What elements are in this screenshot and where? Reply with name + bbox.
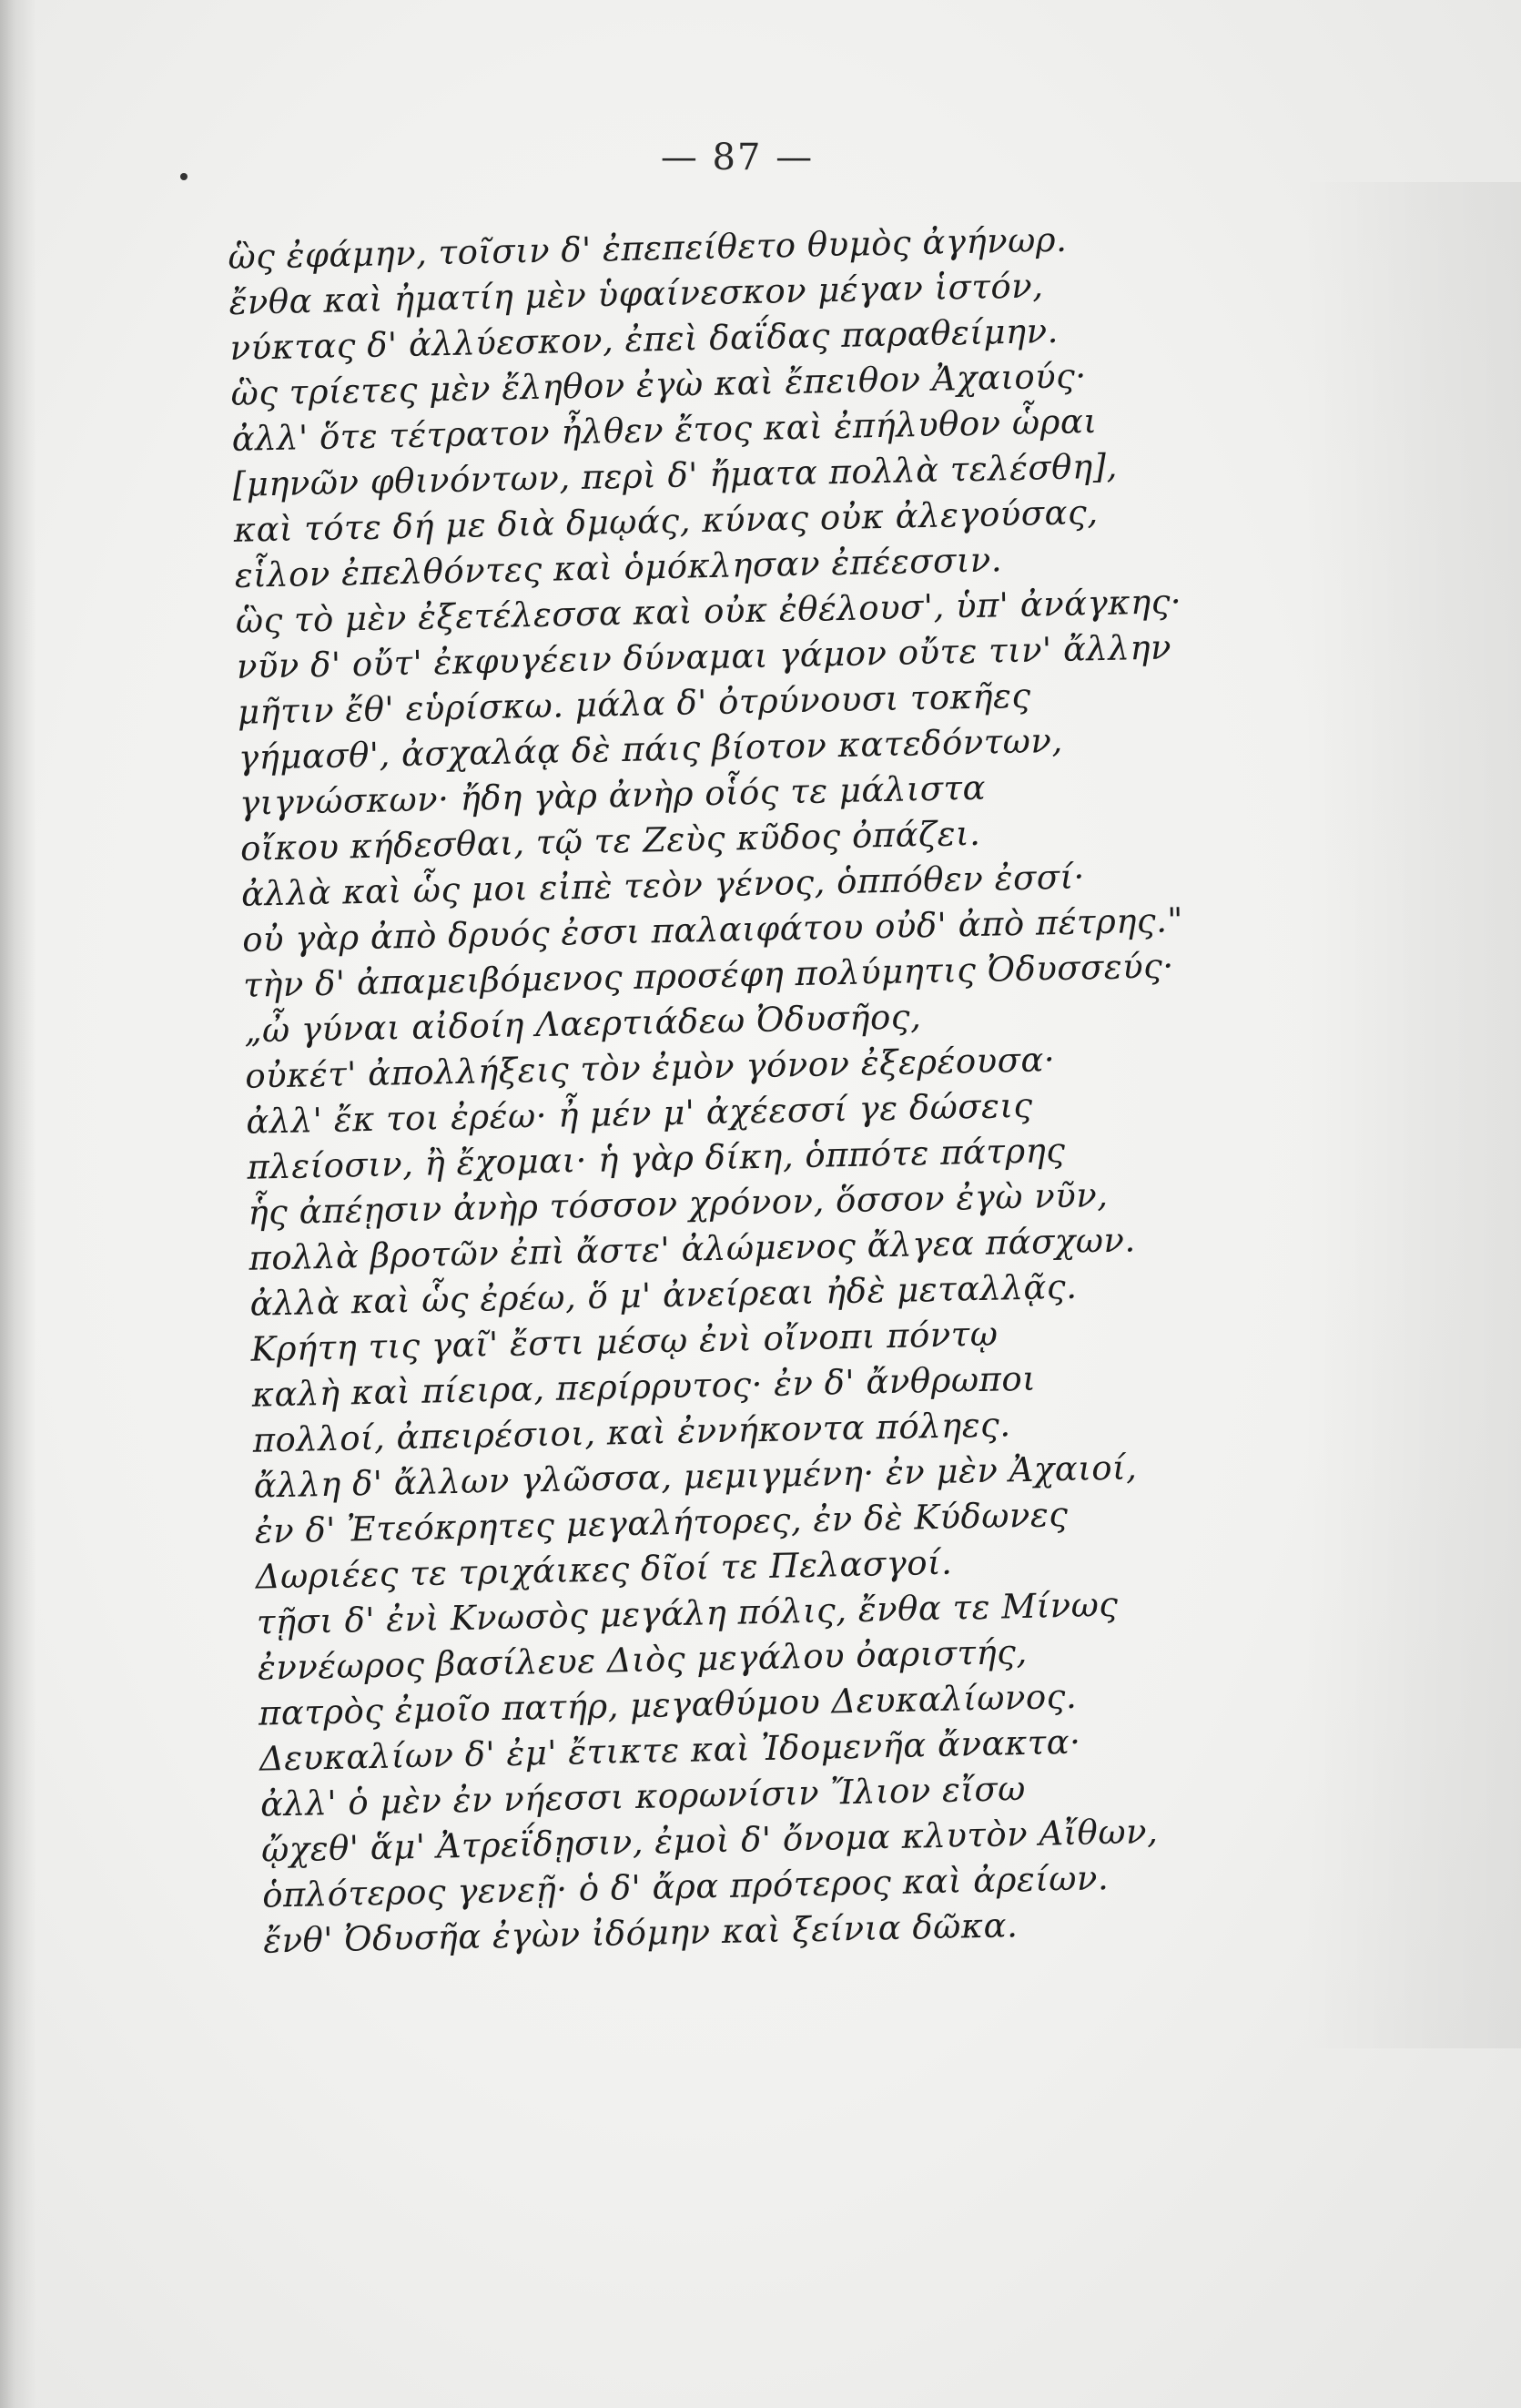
verse-line: τὴν δ' ἀπαμειβόμενος προσέφη πολύμητις Ὀδυσσεύς·: [242, 946, 1175, 1005]
verse-line: πλείοσιν, ἢ ἔχομαι· ἡ γὰρ δίκη, ὁππότε πάτρης: [247, 1130, 1066, 1187]
page-binding-shadow: [0, 0, 36, 2408]
verse-line: ἐννέωρος βασίλευε Διὸς μεγάλου ὀαριστής,: [257, 1631, 1029, 1688]
verse-line: ἀλλὰ καὶ ὧς ἐρέω, ὅ μ' ἀνείρεαι ἠδὲ μεταλλᾷς.: [249, 1266, 1078, 1324]
show-through-shadow: [1302, 182, 1521, 2048]
verse-line: ἄλλη δ' ἄλλων γλῶσσα, μεμιγμένη· ἐν μὲν Ἀχαιοί,: [253, 1448, 1138, 1506]
verse-line: πατρὸς ἐμοῖο πατήρ, μεγαθύμου Δευκαλίωνος.: [258, 1676, 1078, 1733]
verse-line: ἧς ἀπέῃσιν ἀνὴρ τόσσον χρόνον, ὅσσον ἐγὼ νῦν,: [248, 1174, 1109, 1233]
page-number: — 87 —: [660, 137, 815, 178]
verse-line: ἔνθα καὶ ἠματίη μὲν ὑφαίνεσκον μέγαν ἱστόν,: [228, 266, 1044, 322]
verse-line: ἀλλ' ἔκ τοι ἐρέω· ἦ μέν μ' ἀχέεσσί γε δώσεις: [245, 1085, 1034, 1142]
verse-line: Δευκαλίων δ' ἐμ' ἔτικτε καὶ Ἰδομενῆα ἄνακτα·: [259, 1722, 1081, 1779]
verse-line: ἀλλὰ καὶ ὧς μοι εἰπὲ τεὸν γένος, ὁππόθεν ἐσσί·: [240, 857, 1086, 914]
verse-line: Δωριέες τε τριχάικες δῖοί τε Πελασγοί.: [255, 1542, 953, 1597]
verse-line: ὣς ἐφάμην, τοῖσιν δ' ἐπεπείθετο θυμὸς ἀγήνωρ.: [228, 219, 1068, 277]
verse-line: ὁπλότερος γενεῇ· ὁ δ' ἄρα πρότερος καὶ ἀρείων.: [261, 1858, 1110, 1915]
verse-line: ὣς τὸ μὲν ἐξετέλεσσα καὶ οὐκ ἐθέλουσ', ὑπ' ἀνάγκης·: [235, 582, 1182, 641]
verse-line: καὶ τότε δή με διὰ δμῳάς, κύνας οὐκ ἀλεγούσας,: [233, 493, 1099, 550]
verse-line: πολλοί, ἀπειρέσιοι, καὶ ἐννήκοντα πόληες.: [252, 1405, 1011, 1460]
verse-line: γιγνώσκων· ἤδη γὰρ ἀνὴρ οἷός τε μάλιστα: [238, 767, 987, 823]
verse-line: γήμασθ', ἀσχαλάᾳ δὲ πάις βίοτον κατεδόντων,: [238, 720, 1064, 777]
verse-line: οὐκέτ' ἀπολλήξεις τὸν ἐμὸν γόνον ἐξερέουσα·: [244, 1040, 1056, 1096]
verse-line: μῆτιν ἔθ' εὑρίσκω. μάλα δ' ὀτρύνουσι τοκῆες: [237, 676, 1032, 732]
verse-line: νύκτας δ' ἀλλύεσκον, ἐπεὶ δαΐδας παραθείμην.: [229, 310, 1060, 368]
verse-line: οὐ γὰρ ἀπὸ δρυός ἐσσι παλαιφάτου οὐδ' ἀπὸ πέτρης.": [241, 900, 1184, 960]
verse-line: ὣς τρίετες μὲν ἔληθον ἐγὼ καὶ ἔπειθον Ἀχαιούς·: [230, 356, 1088, 413]
verse-line: ᾤχεθ' ἅμ' Ἀτρεΐδῃσιν, ἐμοὶ δ' ὄνομα κλυτὸν Αἴθων,: [260, 1811, 1159, 1870]
verse-line: ἀλλ' ὅτε τέτρατον ἦλθεν ἔτος καὶ ἐπήλυθον ὧραι: [231, 401, 1098, 459]
verse-line: ἐν δ' Ἐτεόκρητες μεγαλήτορες, ἐν δὲ Κύδωνες: [254, 1494, 1069, 1551]
verse-line: [μηνῶν φθινόντων, περὶ δ' ἤματα πολλὰ τελέσθη],: [232, 446, 1119, 504]
verse-line: „ὦ γύναι αἰδοίη Λαερτιάδεω Ὀδυσῆος,: [243, 997, 922, 1051]
verse-line: καλὴ καὶ πίειρα, περίρρυτος· ἐν δ' ἄνθρωποι: [251, 1358, 1037, 1415]
margin-mark: [180, 173, 188, 180]
verse-line: Κρήτη τις γαῖ' ἔστι μέσῳ ἐνὶ οἴνοπι πόντῳ: [250, 1314, 999, 1369]
verse-line: ἔνθ' Ὀδυσῆα ἐγὼν ἰδόμην καὶ ξείνια δῶκα.: [262, 1905, 1019, 1961]
verse-line: τῇσι δ' ἐνὶ Κνωσὸς μεγάλη πόλις, ἔνθα τε Μίνως: [256, 1584, 1119, 1642]
verse-block: [228, 212, 1338, 1964]
verse-line: νῦν δ' οὔτ' ἐκφυγέειν δύναμαι γάμον οὔτε τιν' ἄλλην: [236, 627, 1172, 686]
verse-line: εἷλον ἐπελθόντες καὶ ὁμόκλησαν ἐπέεσσιν.: [234, 540, 1003, 595]
verse-line: οἴκου κήδεσθαι, τῷ τε Ζεὺς κῦδος ὀπάζει.: [239, 813, 981, 869]
verse-line: πολλὰ βροτῶν ἐπὶ ἄστε' ἀλώμενος ἄλγεα πάσχων.: [248, 1220, 1137, 1278]
verse-line: ἀλλ' ὁ μὲν ἐν νήεσσι κορωνίσιν Ἴλιον εἴσω: [259, 1769, 1027, 1824]
